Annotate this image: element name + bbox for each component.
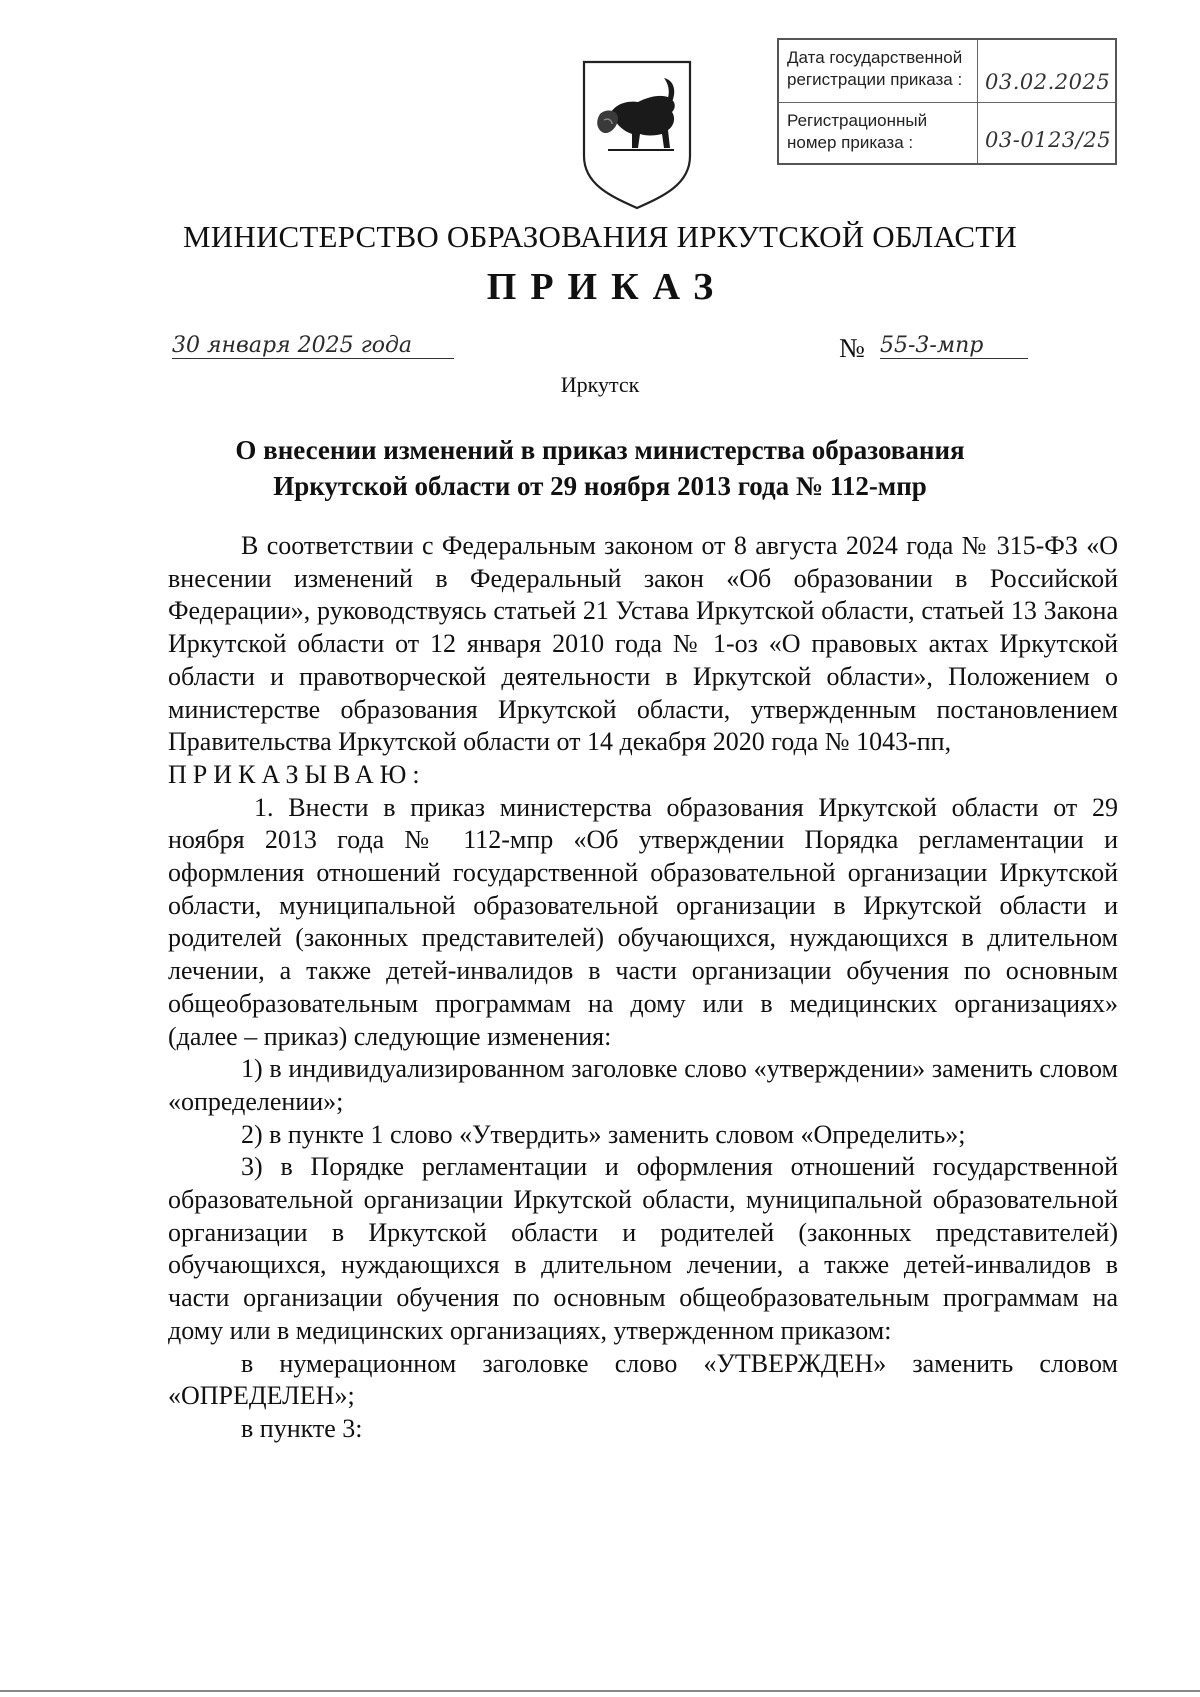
paragraph-subitem-2: 2) в пункте 1 слово «Утвердить» заменить словом «Определить»; <box>241 1119 966 1149</box>
page-bottom-edge <box>0 1690 1200 1692</box>
registration-stamp <box>777 38 1117 165</box>
registration-date-value: 03.02.2025 <box>985 70 1111 94</box>
paragraph-subitem-1: 1) в индивидуализированном заголовке слово «утверждении» заменить словом «определении»; <box>168 1054 1118 1116</box>
order-body <box>168 530 1118 1446</box>
handwritten-date: 30 января 2025 года <box>172 334 454 359</box>
paragraph-preamble: В соответствии с Федеральным законом от 8 августа 2024 года № 315-ФЗ «О внесении изменений в Федеральный закон «Об образовании в Российской Федерации», руководствуясь статьей 21 Устава Иркутской области, статьей 13 Закона Иркутской области от 12 января 2010 года № 1-оз «О правовых актах Иркутской области и правотворческой деятельности в Иркутской области», Положением о министерстве образования Иркутской области, утвержденным постановлением Правительства Иркутской области от 14 декабря 2020 года № 1043-пп, <box>168 531 1118 757</box>
handwritten-order-number: 55-3-мпр <box>880 334 1028 359</box>
paragraph-item-1: 1. Внести в приказ министерства образования Иркутской области от 29 ноября 2013 года № 112-мпр «Об утверждении Порядка регламентации и оформления отношений государственной образовательной организации Иркутской области, муниципальной образовательной организации в Иркутской области и родителей (законных представителей) обучающихся, нуждающихся в длительном лечении, а также детей-инвалидов в части организации обучения по основным общеобразовательным программам на дому или в медицинских организациях» (далее – приказ) следующие изменения: <box>168 792 1118 1051</box>
registration-number-value: 03-0123/25 <box>985 128 1112 152</box>
paragraph-point-3: в пункте 3: <box>241 1413 363 1443</box>
document-type-heading: ПРИКАЗ <box>486 266 728 308</box>
paragraph-subitem-3: 3) в Порядке регламентации и оформления отношений государственной образовательной организации Иркутской области, муниципальной образовательной организации в Иркутской области и родителей (законных представителей) обучающихся, нуждающихся в длительном лечении, а также детей-инвалидов в части организации обучения по основным общеобразовательным программам на дому или в медицинских организациях, утвержденном приказом: <box>168 1152 1118 1345</box>
city-name: Иркутск <box>560 372 640 397</box>
order-title: О внесении изменений в приказ министерства образования Иркутской области от 29 ноября 2013 года № 112-мпр <box>235 435 965 501</box>
coat-of-arms-emblem <box>578 56 696 212</box>
ministry-name: МИНИСТЕРСТВО ОБРАЗОВАНИЯ ИРКУТСКОЙ ОБЛАСТИ <box>183 219 1017 254</box>
registration-date-label: Дата государственной регистрации приказа : <box>787 48 963 89</box>
number-sign: № <box>839 333 865 363</box>
registration-number-label: Регистрационный номер приказа : <box>787 111 928 152</box>
paragraph-order-word: ПРИКАЗЫВАЮ: <box>168 759 426 789</box>
paragraph-numbering-heading: в нумерационном заголовке слово «УТВЕРЖДЕН» заменить словом «ОПРЕДЕЛЕН»; <box>168 1348 1118 1411</box>
